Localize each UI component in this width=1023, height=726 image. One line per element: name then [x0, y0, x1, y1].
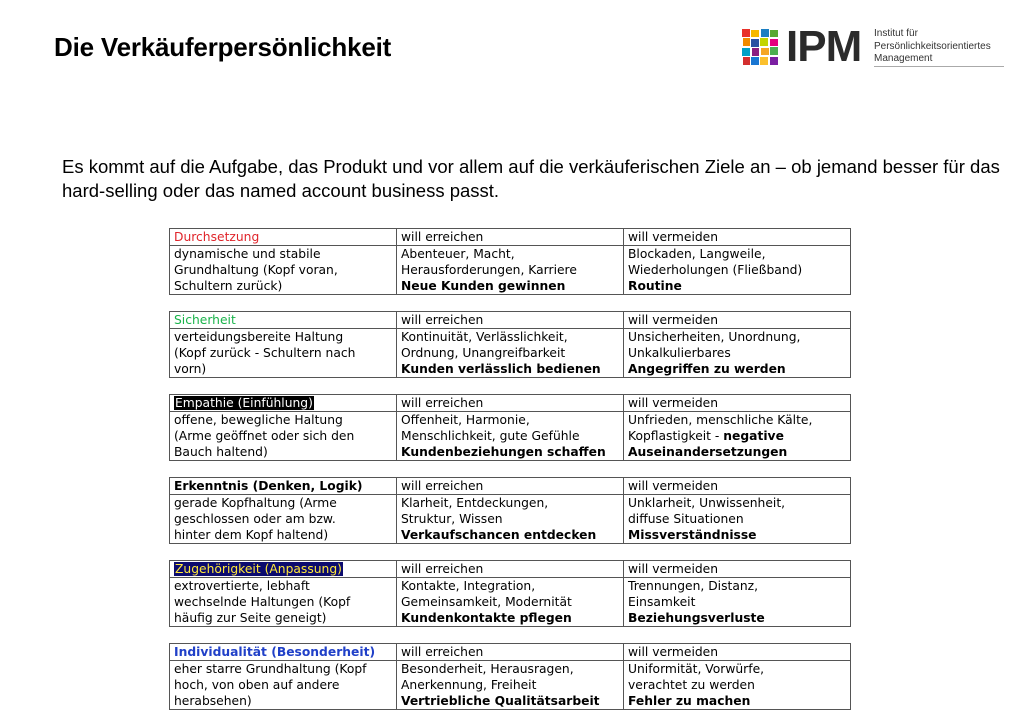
col-will-vermeiden: will vermeiden [624, 312, 851, 329]
goals-cell: Abenteuer, Macht, Herausforderungen, Karriere Neue Kunden gewinnen [397, 246, 624, 295]
type-heading: Erkenntnis (Denken, Logik) [174, 479, 363, 493]
table-row [170, 412, 851, 461]
type-heading: Individualität (Besonderheit) [174, 645, 376, 659]
table-row [170, 495, 851, 544]
avoid-cell: Unfrieden, menschliche Kälte, Kopflastigkeit - negative Auseinandersetzungen [624, 412, 851, 461]
col-will-erreichen: will erreichen [397, 478, 624, 495]
avoid-cell: Unsicherheiten, Unordnung, Unkalkulierbares Angegriffen zu werden [624, 329, 851, 378]
table-header-row [170, 478, 851, 495]
posture-cell: dynamische und stabile Grundhaltung (Kopf voran, Schultern zurück) [170, 246, 397, 295]
table-header-row [170, 229, 851, 246]
goals-cell: Kontakte, Integration, Gemeinsamkeit, Modernität Kundenkontakte pflegen [397, 578, 624, 627]
logo-subtitle: Institut für Persönlichkeitsorientiertes Management [874, 28, 991, 64]
intro-text: Es kommt auf die Aufgabe, das Produkt und vor allem auf die verkäuferischen Ziele an – ob jemand besser für das hard-selling oder das named account business passt. [62, 156, 1000, 201]
type-heading: Empathie (Einfühlung) [175, 396, 313, 410]
table-durchsetzung [169, 228, 851, 295]
ipm-logo [742, 22, 1007, 71]
type-heading: Zugehörigkeit (Anpassung) [175, 562, 342, 576]
goals-cell: Kontinuität, Verlässlichkeit, Ordnung, Unangreifbarkeit Kunden verlässlich bedienen [397, 329, 624, 378]
table-header-row [170, 561, 851, 578]
table-row [170, 329, 851, 378]
table-erkenntnis [169, 477, 851, 544]
col-will-vermeiden: will vermeiden [624, 478, 851, 495]
table-zugehoerigkeit [169, 560, 851, 627]
page-title: Die Verkäuferpersönlichkeit [54, 32, 392, 62]
col-will-vermeiden: will vermeiden [624, 561, 851, 578]
avoid-cell: Uniformität, Vorwürfe, verachtet zu werden Fehler zu machen [624, 661, 851, 710]
type-heading: Sicherheit [174, 313, 236, 327]
table-sicherheit [169, 311, 851, 378]
goals-cell: Offenheit, Harmonie, Menschlichkeit, gute Gefühle Kundenbeziehungen schaffen [397, 412, 624, 461]
col-will-erreichen: will erreichen [397, 229, 624, 246]
logo-wordmark: IPM [786, 22, 862, 71]
col-will-erreichen: will erreichen [397, 644, 624, 661]
table-row [170, 661, 851, 710]
posture-cell: extrovertierte, lebhaft wechselnde Haltungen (Kopf häufig zur Seite geneigt) [170, 578, 397, 627]
goals-cell: Klarheit, Entdeckungen, Struktur, Wissen Verkaufschancen entdecken [397, 495, 624, 544]
personality-tables [169, 228, 852, 726]
type-heading: Durchsetzung [174, 230, 260, 244]
table-header-row [170, 644, 851, 661]
avoid-cell: Unklarheit, Unwissenheit, diffuse Situationen Missverständnisse [624, 495, 851, 544]
logo-underline [874, 66, 1004, 67]
avoid-cell: Blockaden, Langweile, Wiederholungen (Fließband) Routine [624, 246, 851, 295]
posture-cell: verteidungsbereite Haltung (Kopf zurück - Schultern nach vorn) [170, 329, 397, 378]
logo-mosaic-icon [742, 29, 779, 66]
table-header-row [170, 395, 851, 412]
table-header-row [170, 312, 851, 329]
col-will-erreichen: will erreichen [397, 312, 624, 329]
avoid-cell: Trennungen, Distanz, Einsamkeit Beziehungsverluste [624, 578, 851, 627]
posture-cell: eher starre Grundhaltung (Kopf hoch, von oben auf andere herabsehen) [170, 661, 397, 710]
col-will-erreichen: will erreichen [397, 395, 624, 412]
posture-cell: gerade Kopfhaltung (Arme geschlossen oder am bzw. hinter dem Kopf haltend) [170, 495, 397, 544]
table-individualitaet [169, 643, 851, 710]
col-will-vermeiden: will vermeiden [624, 229, 851, 246]
table-empathie [169, 394, 851, 461]
col-will-erreichen: will erreichen [397, 561, 624, 578]
col-will-vermeiden: will vermeiden [624, 644, 851, 661]
table-row [170, 246, 851, 295]
table-row [170, 578, 851, 627]
goals-cell: Besonderheit, Herausragen, Anerkennung, Freiheit Vertriebliche Qualitätsarbeit [397, 661, 624, 710]
col-will-vermeiden: will vermeiden [624, 395, 851, 412]
posture-cell: offene, bewegliche Haltung (Arme geöffnet oder sich den Bauch haltend) [170, 412, 397, 461]
